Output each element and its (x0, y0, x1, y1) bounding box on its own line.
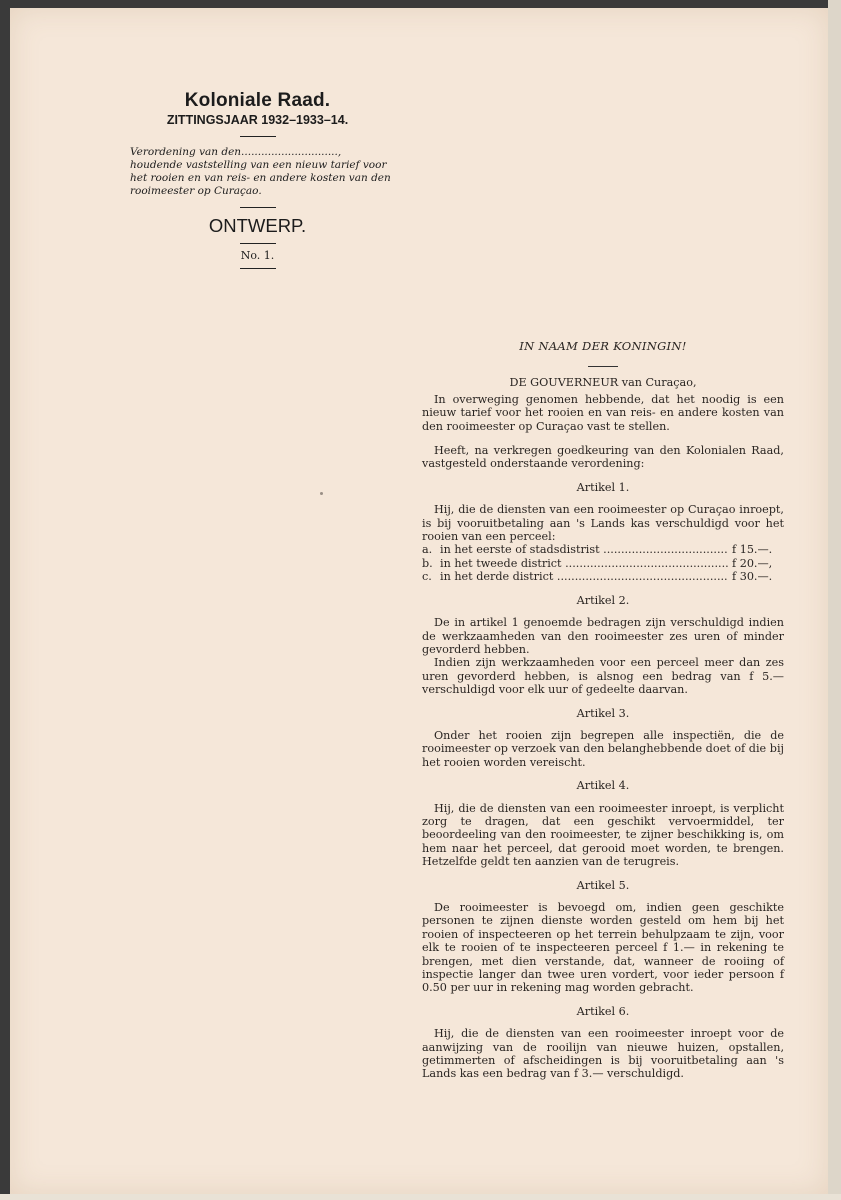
divider (240, 243, 276, 244)
session-year: ZITTINGSJAAR 1932–1933–14. (166, 113, 349, 127)
article-title: Artikel 3. (576, 706, 630, 720)
divider (240, 136, 276, 137)
enactment-paragraph: Heeft, na verkregen goedkeuring van den Kolonialen Raad, vastgesteld onderstaande verordening: (422, 444, 784, 471)
article-paragraph: Indien zijn werkzaamheden voor een perceel meer dan zes uren gevorderd hebben, is alsnog een bedrag van f 5.— verschuldigd voor elk uur of gedeelte daarvan. (422, 656, 784, 697)
divider (240, 207, 276, 208)
governor-line: DE GOUVERNEUR van Curaçao, (509, 376, 697, 390)
council-title: Koloniale Raad. (184, 90, 331, 111)
ordinance-description: Verordening van den............................., houdende vaststelling van een nieuw tarief voor het rooien en van reis- en andere kosten van den rooimeester op Curaçao. (130, 146, 391, 197)
draft-label: ONTWERP. (208, 215, 307, 236)
tariff-label: b. (422, 556, 433, 570)
tariff-row (422, 543, 784, 556)
article-paragraph: De rooimeester is bevoegd om, indien geen geschikte personen te zijnen dienste worden gesteld om hem bij het rooien of inspecteeren op het terrein behulpzaam te zijn, voor elk te rooien of te inspecteeren perceel f 1.— in rekening te brengen, met dien verstande, dat, wanneer de rooiing of inspectie langer dan twee uren vordert, voor ieder persoon f 0.50 per uur in rekening mag worden gebracht. (422, 901, 784, 995)
article-title: Artikel 5. (576, 878, 630, 892)
paper-speck (320, 492, 323, 495)
article-paragraph: Hij, die de diensten van een rooimeester inroept, is verplicht zorg te dragen, dat een geschikt vervoermiddel, ter beoordeeling van den rooimeester, te zijner beschikking is, om hem naar het perceel, dat gerooid moet worden, te brengen. Hetzelfde geldt ten aanzien van de terugreis. (422, 801, 784, 869)
article-paragraph: Hij, die de diensten van een rooimeester op Curaçao inroept, is bij vooruitbetaling aan 's Lands kas verschuldigd voor het rooien van een perceel: (422, 503, 784, 544)
article-title: Artikel 6. (576, 1004, 630, 1018)
tariff-description: in het tweede district ..... (440, 557, 728, 570)
scan-edge-bottom (0, 1194, 841, 1200)
article-paragraph: De in artikel 1 genoemde bedragen zijn verschuldigd indien de werkzaamheden van den rooimeester zes uren of minder gevorderd hebben. (422, 616, 784, 656)
tariff-label: a. (422, 543, 433, 557)
article-paragraph: Hij, die de diensten van een rooimeester inroept voor de aanwijzing van de rooilijn van nieuwe huizen, opstallen, getimmerten of afscheidingen is bij vooruitbetaling aan 's Lands kas een bedrag van f 3.— verschuldigd. (422, 1027, 784, 1081)
divider (240, 268, 276, 269)
tariff-amount: f 15.—. (732, 543, 773, 557)
document-header (120, 90, 395, 275)
tariff-row (422, 570, 784, 583)
royal-heading: IN NAAM DER KONINGIN! (519, 339, 687, 353)
ordinance-body (422, 340, 784, 1081)
considering-paragraph: In overweging genomen hebbende, dat het noodig is een nieuw tarief voor het rooien en van reis- en andere kosten van den rooimeester op Curaçao vast te stellen. (422, 392, 784, 433)
tariff-amount: f 20.—, (732, 556, 773, 570)
tariff-description: in het derde district ..... (440, 570, 728, 583)
article-title: Artikel 1. (576, 480, 630, 494)
tariff-row (422, 557, 784, 570)
tariff-amount: f 30.—. (732, 570, 773, 584)
tariff-label: c. (422, 570, 432, 584)
article-title: Artikel 4. (576, 779, 630, 793)
document-number: No. 1. (240, 249, 275, 262)
article-title: Artikel 2. (576, 593, 630, 607)
scan-edge-right (828, 0, 841, 1200)
tariff-description: in het eerste of stadsdistrist ..... (440, 543, 728, 556)
divider (588, 366, 618, 367)
article-paragraph: Onder het rooien zijn begrepen alle inspectiën, die de rooimeester op verzoek van den belanghebbende doet of die bij het rooien worden vereischt. (422, 728, 784, 769)
